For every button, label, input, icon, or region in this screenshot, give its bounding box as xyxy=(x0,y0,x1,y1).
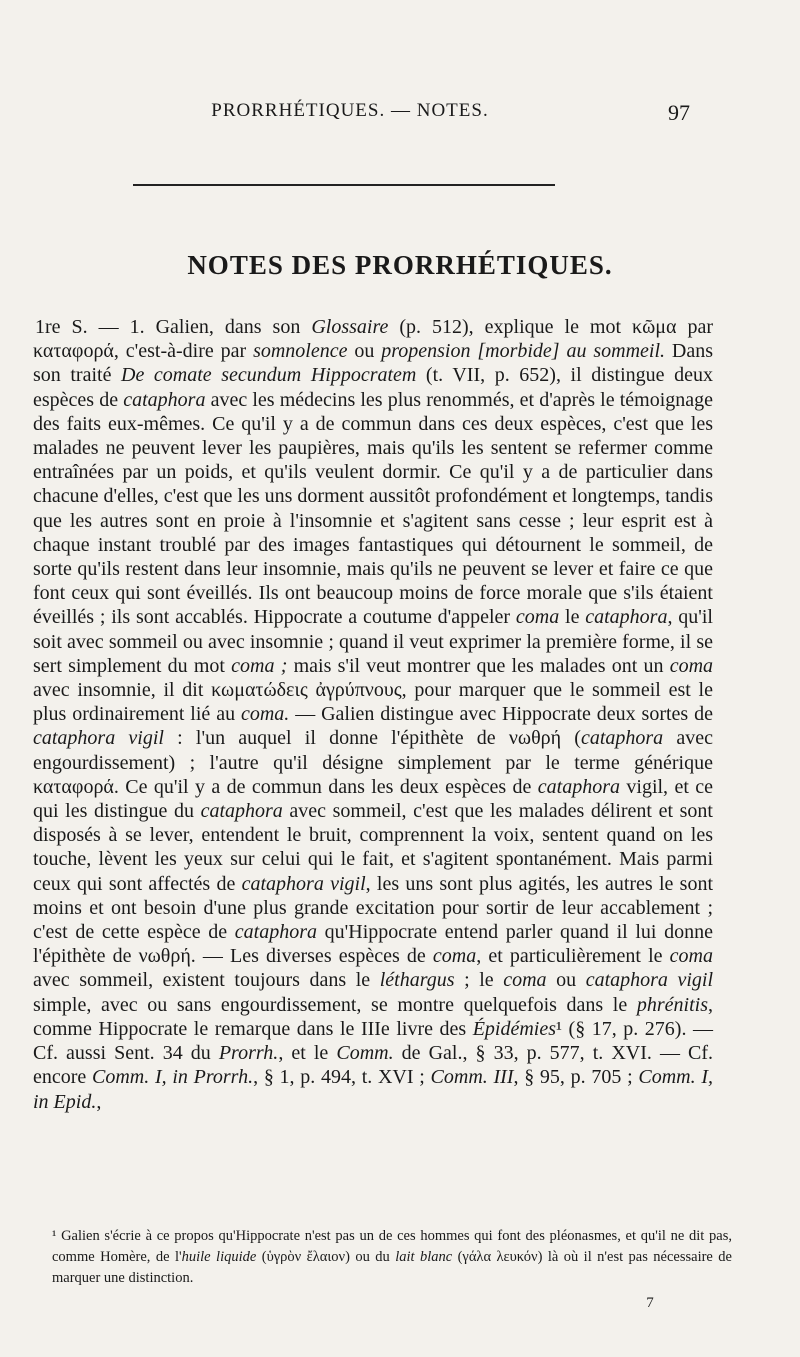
text-run-italic: cataphora xyxy=(585,606,668,629)
text-run: avec sommeil, existent toujours dans le xyxy=(33,969,380,992)
text-run: ; le xyxy=(454,969,504,992)
text-run-italic: Épidémies xyxy=(472,1017,557,1040)
text-run-italic: cataphora xyxy=(123,388,206,411)
text-run: (t. VII, p. 652), il distingue deux espèces de xyxy=(33,364,713,411)
header-rule xyxy=(133,184,555,186)
text-run: , § 1, p. 494, t. XVI ; xyxy=(253,1066,431,1089)
text-run-italic: cataphora vigil xyxy=(585,969,714,992)
text-run: : l'un auquel il donne l'épithète de νωθρή ( xyxy=(163,727,581,750)
footnote-text: (γάλα λευκόν) là où il n'est pas nécessaire de marquer une distinction. xyxy=(52,1249,732,1286)
text-run: avec engourdissement) ; l'autre qu'il désigne simplement par le terme générique καταφορά. Ce qu'il y a de commun dans les deux espèces de xyxy=(33,727,713,798)
text-run-italic: Prorrh. xyxy=(218,1042,279,1065)
text-run: avec les médecins les plus renommés, et d'après le témoignage des faits eux-mêmes. Ce qu'il y a de commun dans ces deux espèces, c'est que les malades ne peuvent lever les paupières, mais qu'ils les sentent se refermer comme entraînées par un poids, et qu'ils veulent dormir. Ce qu'il y a de particulier dans chacune d'elles, c'est que les uns dorment aussitôt profondément et longtemps, tandis que les autres sont en proie à l'insomnie et s'agitent sans cesse ; leur esprit est à chaque instant troublé par des images fantastiques qui détournent le sommeil, de sorte qu'ils restent dans leur insomnie, mais qu'ils ne peuvent se lever et faire ce que font ceux qui sont éveillés. Ils ont beaucoup moins de force morale que s'ils étaient éveillés ; ils sont accablés. Hippocrate a coutume d'appeler xyxy=(33,388,714,629)
text-run: , les uns sont plus agités, les autres le sont moins et ont besoin d'une plus grande excitation pour sortir de leur accablement ; c'est de cette espèce de xyxy=(33,872,714,944)
text-run-italic: propension [morbide] au sommeil. xyxy=(381,340,666,363)
text-run: — Galien distingue avec Hippocrate deux sortes de xyxy=(289,703,713,726)
text-run: ou xyxy=(347,340,382,363)
text-run: ou xyxy=(546,969,586,992)
text-run-italic: coma ; xyxy=(231,654,288,677)
text-run: le xyxy=(559,606,586,629)
text-run: 1re S. — 1. Galien, dans son xyxy=(35,316,312,338)
text-run-italic: coma xyxy=(503,969,547,992)
text-run: , xyxy=(96,1090,102,1113)
running-header: PRORRHÉTIQUES. — NOTES. xyxy=(211,100,489,121)
text-run-italic: somnolence xyxy=(253,340,348,363)
footnote-text-italic: huile liquide xyxy=(181,1249,257,1265)
body-paragraph xyxy=(33,315,713,1114)
text-run: simple, avec ou sans engourdissement, se montre quelquefois dans le xyxy=(33,993,637,1016)
text-run-italic: cataphora vigil xyxy=(33,727,164,750)
section-title: NOTES DES PRORRHÉTIQUES. xyxy=(187,250,613,280)
text-run-italic: cataphora xyxy=(580,727,664,750)
text-run-italic: coma xyxy=(432,945,477,968)
text-run: , qu'il soit avec sommeil ou avec insomnie ; quand il veut exprimer la première forme, il se sert simplement du mot xyxy=(33,606,713,677)
text-run-italic: coma. xyxy=(240,703,290,726)
text-run-italic: phrénitis xyxy=(636,993,708,1016)
text-run: avec sommeil, c'est que les malades délirent et sont disposés à se lever, entendent le bruit, comprennent la voix, sentent quand on les touche, lèvent les yeux sur celui qui le fait, et s'agitent spontanément. Mais parmi ceux qui sont affectés de xyxy=(33,800,713,895)
text-run-italic: cataphora xyxy=(537,775,621,798)
text-run-italic: De comate secundum Hippocratem xyxy=(121,364,417,387)
text-run: (p. 512), explique le mot κῶμα par καταφορά, c'est-à-dire par xyxy=(33,316,713,363)
footnote-text-italic: lait blanc xyxy=(395,1249,453,1265)
text-run: de Gal., § 33, p. 577, t. XVI. — Cf. encore xyxy=(33,1042,714,1089)
text-run-italic: Comm. III xyxy=(430,1066,514,1089)
text-run: avec insomnie, il dit κωματώδεις ἀγρύπνους, pour marquer que le sommeil est le plus ordinairement lié au xyxy=(33,679,713,726)
text-run-italic: coma xyxy=(669,945,713,968)
text-run: , et le xyxy=(278,1042,337,1065)
text-run-italic: léthargus xyxy=(379,969,455,992)
text-run: mais s'il veut montrer que les malades ont un xyxy=(287,654,670,677)
text-run-italic: cataphora xyxy=(234,921,317,944)
footnote xyxy=(52,1226,732,1289)
text-run-italic: Comm. I, in Prorrh. xyxy=(92,1066,254,1089)
text-run: Dans son traité xyxy=(33,340,713,387)
text-run-italic: cataphora vigil xyxy=(241,872,366,895)
text-run-italic: cataphora xyxy=(200,800,283,823)
text-run-italic: Comm. xyxy=(336,1042,394,1065)
text-run-italic: Comm. I, in Epid. xyxy=(33,1066,713,1113)
text-run: , et particulièrement le xyxy=(476,945,670,968)
footnote-text: ¹ Galien s'écrie à ce propos qu'Hippocrate n'est pas un de ces hommes qui font des pléonasmes, et qu'il ne dit pas, comme Homère, de l' xyxy=(52,1228,732,1265)
text-run: , § 95, p. 705 ; xyxy=(513,1066,639,1089)
text-run-italic: Glossaire xyxy=(311,316,389,338)
text-run: qu'Hippocrate entend parler quand il lui donne l'épithète de νωθρή. — Les diverses espèces de xyxy=(33,921,713,968)
text-run-italic: coma xyxy=(669,654,714,677)
page-number: 97 xyxy=(668,100,690,125)
footnote-text: (ὑγρὸν ἔλαιον) ou du xyxy=(256,1249,396,1265)
text-run: ¹ (§ 17, p. 276). — Cf. aussi Sent. 34 du xyxy=(33,1017,713,1065)
text-run-italic: coma xyxy=(515,606,560,629)
signature-mark: 7 xyxy=(646,1295,654,1311)
text-run: vigil, et ce qui les distingue du xyxy=(33,775,714,823)
text-run: , comme Hippocrate le remarque dans le IIIe livre des xyxy=(33,993,713,1040)
